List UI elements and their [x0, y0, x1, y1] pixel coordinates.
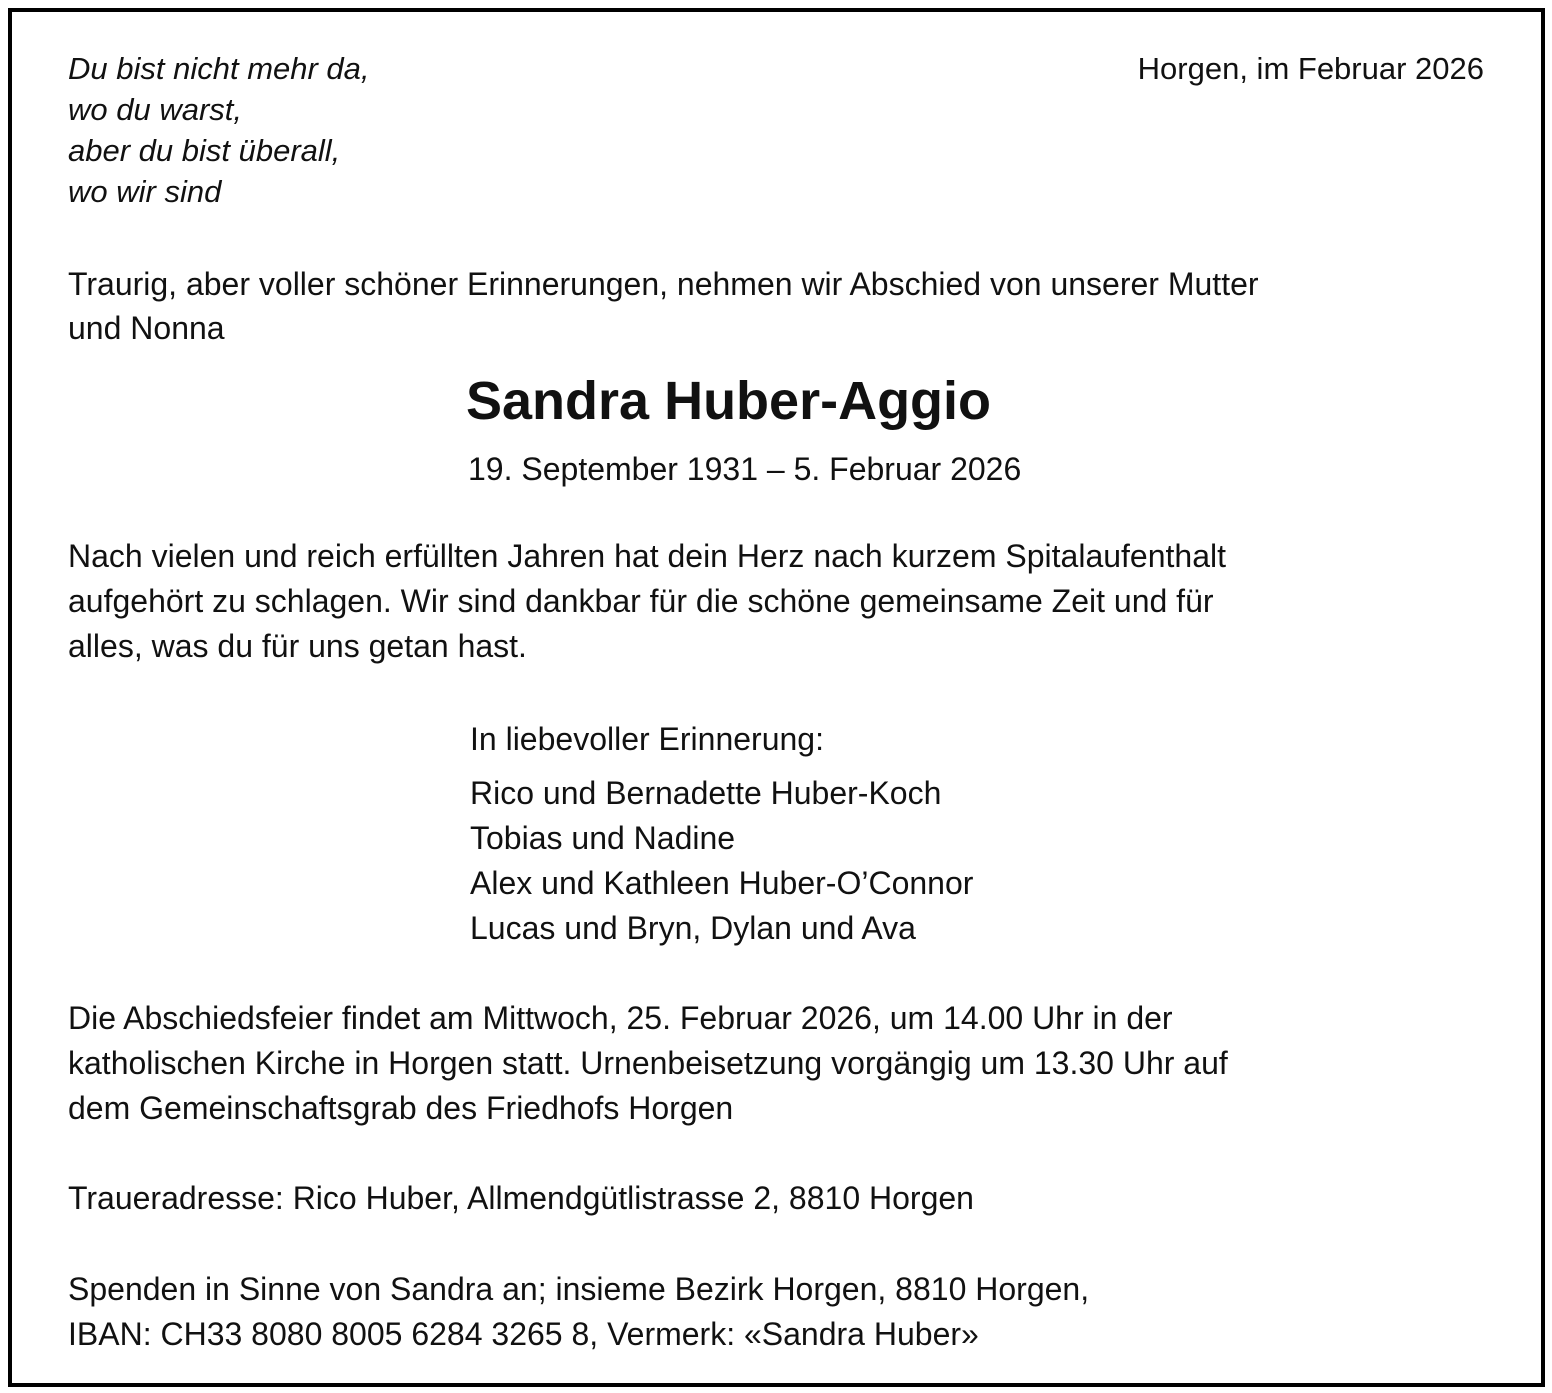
- ceremony-line: dem Gemeinschaftsgrab des Friedhofs Horgen: [68, 1090, 734, 1126]
- message-text: [68, 534, 1226, 669]
- ceremony-line: Die Abschiedsfeier findet am Mittwoch, 25. Februar 2026, um 14.00 Uhr in der: [68, 1000, 1173, 1036]
- place-date: Horgen, im Februar 2026: [1137, 51, 1484, 86]
- family-member: Lucas und Bryn, Dylan und Ava: [470, 910, 916, 946]
- address-line: Traueradresse: Rico Huber, Allmendgütlistrasse 2, 8810 Horgen: [68, 1180, 974, 1216]
- message-line: alles, was du für uns getan hast.: [68, 628, 527, 664]
- poem-line: wo wir sind: [68, 174, 222, 209]
- life-dates: 19. September 1931 – 5. Februar 2026: [468, 451, 1022, 487]
- donations-line: Spenden in Sinne von Sandra an; insieme Bezirk Horgen, 8810 Horgen,: [68, 1271, 1090, 1307]
- family-member: Alex und Kathleen Huber-O’Connor: [470, 865, 974, 901]
- intro-line: Traurig, aber voller schöner Erinnerungen, nehmen wir Abschied von unserer Mutter: [68, 266, 1259, 302]
- poem-line: Du bist nicht mehr da,: [68, 51, 370, 86]
- family-member: Rico und Bernadette Huber-Koch: [470, 775, 942, 811]
- donations-text: [68, 1267, 1089, 1357]
- ceremony-line: katholischen Kirche in Horgen statt. Urnenbeisetzung vorgängig um 13.30 Uhr auf: [68, 1045, 1228, 1081]
- message-line: Nach vielen und reich erfüllten Jahren hat dein Herz nach kurzem Spitalaufenthalt: [68, 538, 1226, 574]
- family-member: Tobias und Nadine: [470, 820, 736, 856]
- ceremony-text: [68, 996, 1228, 1131]
- poem-line: wo du warst,: [68, 92, 243, 127]
- donations-line: IBAN: CH33 8080 8005 6284 3265 8, Vermerk: «Sandra Huber»: [68, 1316, 979, 1352]
- message-line: aufgehört zu schlagen. Wir sind dankbar für die schöne gemeinsame Zeit und für: [68, 583, 1214, 619]
- mourning-address: [68, 1176, 974, 1221]
- poem-line: aber du bist überall,: [68, 133, 341, 168]
- memory-heading: In liebevoller Erinnerung:: [470, 721, 824, 757]
- family-list: [470, 771, 973, 951]
- intro-text: [68, 262, 1259, 350]
- deceased-name: Sandra Huber-Aggio: [466, 371, 992, 431]
- intro-line: und Nonna: [68, 310, 225, 346]
- poem: [68, 48, 370, 212]
